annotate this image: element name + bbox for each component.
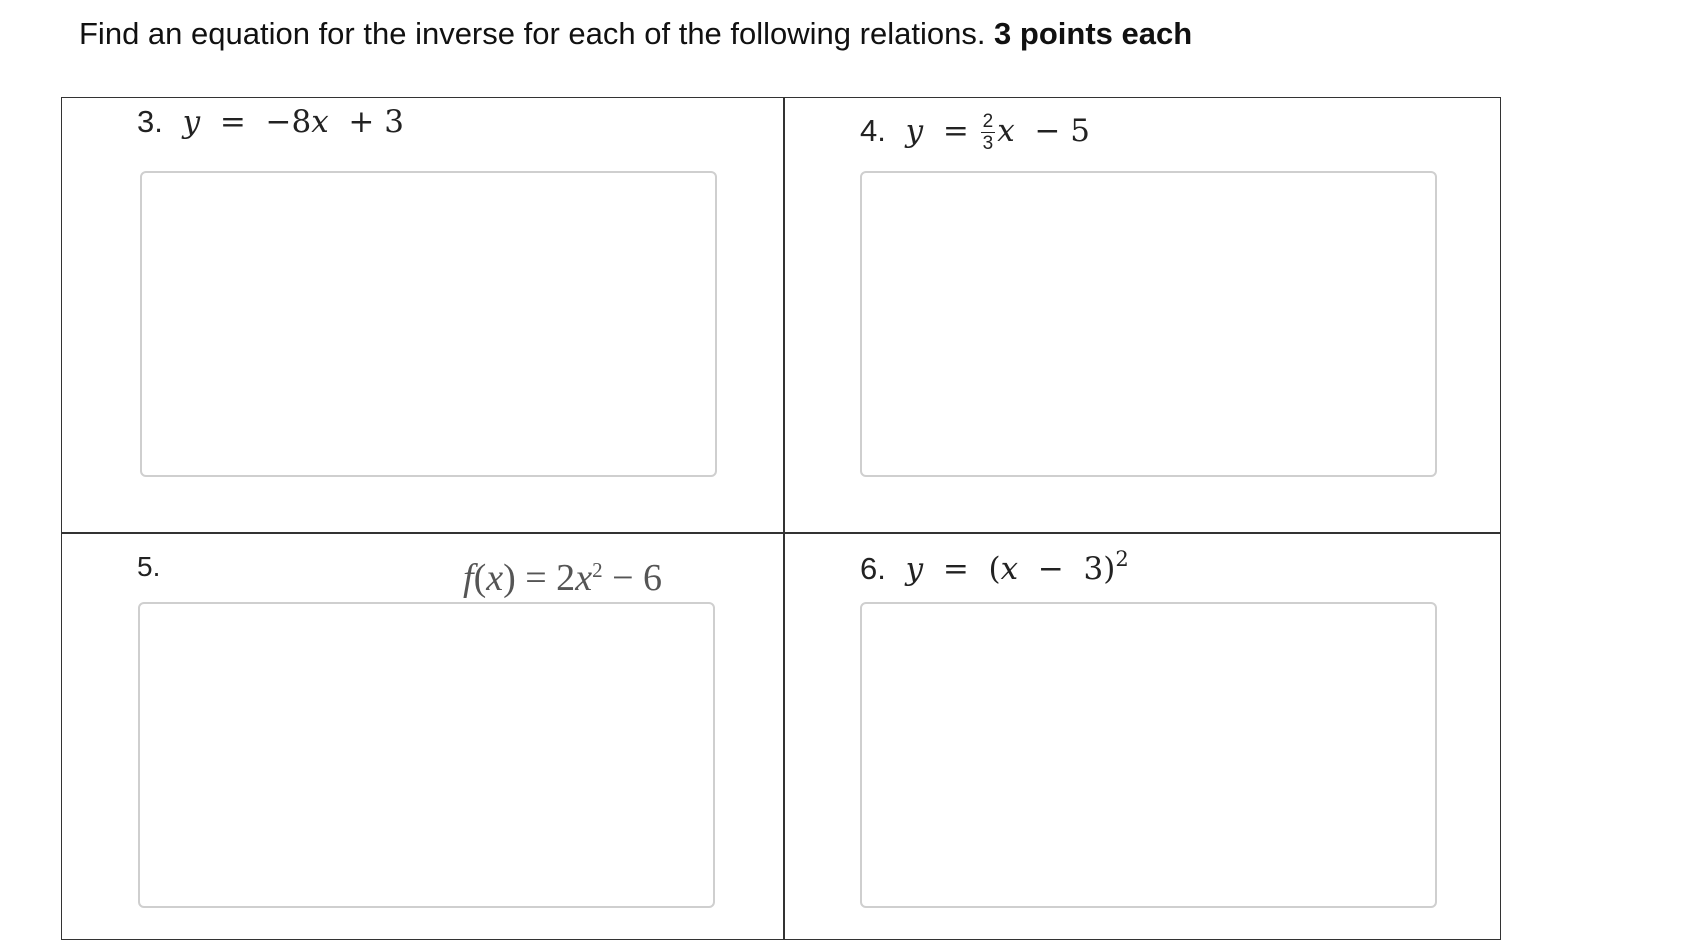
problem-6-open-paren: ( [988,551,1001,587]
problem-6-var-y: y [905,551,924,587]
problem-5-exponent: 2 [592,558,603,582]
problem-5-number: 5. [137,551,161,582]
problem-5-constant: − 6 [602,557,662,599]
problem-6-var-x: x [1000,551,1019,587]
instructions [79,14,1192,54]
problem-5-answer-box[interactable] [138,602,715,908]
problem-3-var-y: y [182,104,201,140]
problem-3-number: 3. [137,104,163,139]
problem-3-equation [137,104,404,140]
problem-6-minus: − [1037,551,1064,587]
instructions-text: Find an equation for the inverse for each of the following relations. [79,16,995,51]
problem-5-var-x: x [486,557,504,599]
problem-4-equals: = [942,113,969,149]
problem-6-equals: = [942,551,969,587]
problem-4-var-y: y [905,113,924,149]
problem-6-exponent: 2 [1115,547,1129,571]
problem-4-fraction [981,112,996,153]
problem-5-open-paren: ( [473,557,487,599]
problem-6-answer-box[interactable] [860,602,1437,908]
problem-6-number: 6. [860,551,886,586]
problem-6-constant: 3) [1083,551,1116,587]
problem-4-fraction-numerator: 2 [982,111,994,132]
problem-4-var-x: x [997,113,1015,149]
grid-vertical-divider [783,97,785,940]
problem-4-constant: − 5 [1034,113,1090,149]
problem-3-equals: = [219,104,246,140]
grid-horizontal-divider [61,532,1501,534]
problem-3-var-x: x [311,104,329,140]
problem-5-var-x2: x [575,557,593,599]
problem-3-answer-box[interactable] [140,171,717,477]
problem-3-coefficient: −8 [265,104,312,140]
points-label: 3 points each [994,16,1193,51]
problem-4-fraction-denominator: 3 [982,133,994,154]
problem-3-constant: + 3 [348,104,404,140]
problem-6-equation [860,541,1129,587]
problem-5-equation [463,548,662,600]
problem-5-equals-coefficient: = 2 [515,557,576,599]
problem-5-close-paren: ) [503,557,516,599]
problem-4-answer-box[interactable] [860,171,1437,477]
problem-5-func: f [463,557,474,599]
problem-4-equation [860,112,1090,153]
problem-4-number: 4. [860,113,886,148]
